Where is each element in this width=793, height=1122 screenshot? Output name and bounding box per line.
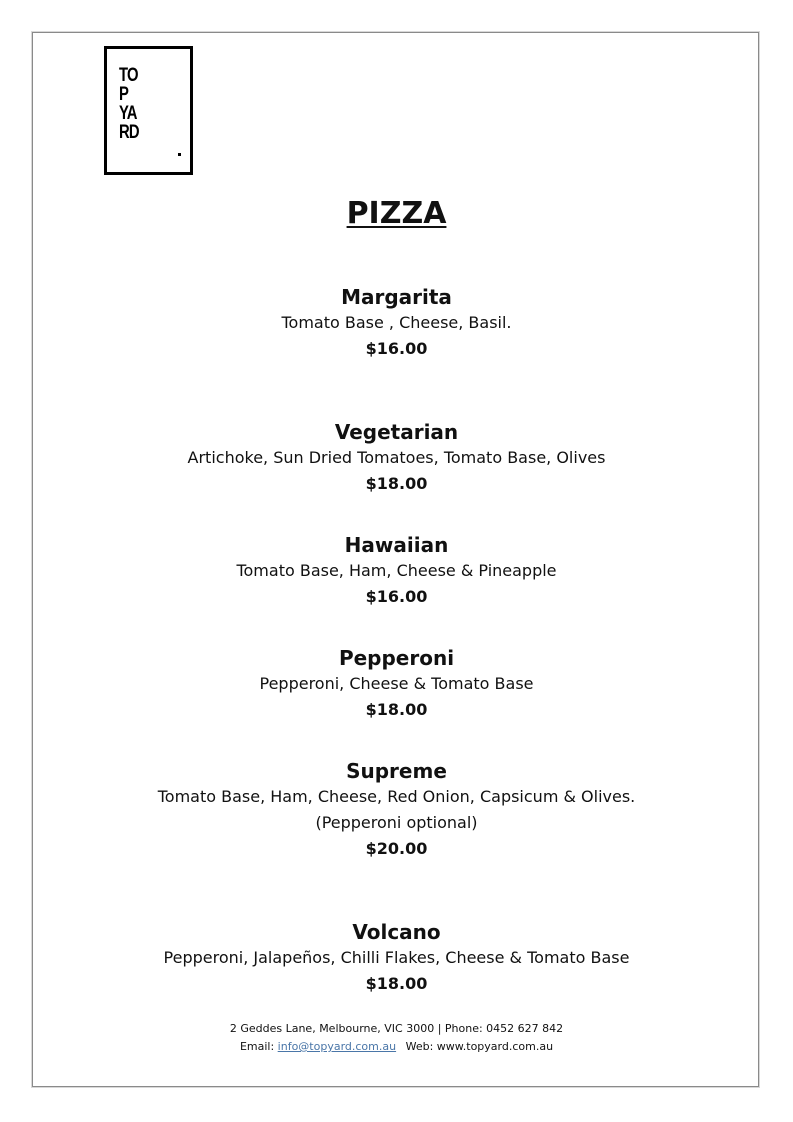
item-description: Tomato Base , Cheese, Basil. <box>281 313 512 332</box>
item-price: $20.00 <box>365 839 428 858</box>
logo-line: P <box>119 84 129 105</box>
item-price: $16.00 <box>365 587 428 606</box>
logo-line: YA <box>119 103 137 124</box>
menu-item <box>0 645 793 723</box>
logo-line: RD <box>119 122 139 143</box>
item-name: Volcano <box>352 920 441 944</box>
item-description: Pepperoni, Cheese & Tomato Base <box>259 674 534 693</box>
email-link[interactable]: info@topyard.com.au <box>277 1040 397 1053</box>
menu-item <box>0 919 793 997</box>
item-name: Margarita <box>341 285 452 309</box>
menu-item <box>0 419 793 497</box>
item-name: Supreme <box>346 759 447 783</box>
item-price: $18.00 <box>365 474 428 493</box>
logo-dot <box>178 153 181 156</box>
item-name: Hawaiian <box>344 533 449 557</box>
web-text: Web: www.topyard.com.au <box>405 1040 554 1053</box>
topyard-logo <box>104 46 193 175</box>
footer-address: 2 Geddes Lane, Melbourne, VIC 3000 | Phone: 0452 627 842 <box>229 1022 564 1035</box>
item-description: Pepperoni, Jalapeños, Chilli Flakes, Cheese & Tomato Base <box>163 948 630 967</box>
email-label: Email: <box>239 1040 275 1053</box>
footer <box>0 1020 793 1056</box>
item-description: Tomato Base, Ham, Cheese & Pineapple <box>236 561 557 580</box>
item-price: $16.00 <box>365 339 428 358</box>
item-description-note: (Pepperoni optional) <box>315 813 478 832</box>
item-price: $18.00 <box>365 974 428 993</box>
logo-wordmark <box>119 66 139 142</box>
item-name: Pepperoni <box>338 646 455 670</box>
page-title: PIZZA <box>346 196 447 231</box>
item-description: Tomato Base, Ham, Cheese, Red Onion, Capsicum & Olives. <box>157 787 636 806</box>
item-description: Artichoke, Sun Dried Tomatoes, Tomato Base, Olives <box>187 448 606 467</box>
logo-line: TO <box>119 65 138 86</box>
footer-contact <box>0 1038 793 1056</box>
item-price: $18.00 <box>365 700 428 719</box>
menu-item <box>0 758 793 862</box>
item-name: Vegetarian <box>334 420 459 444</box>
menu-item <box>0 532 793 610</box>
menu-item <box>0 284 793 362</box>
